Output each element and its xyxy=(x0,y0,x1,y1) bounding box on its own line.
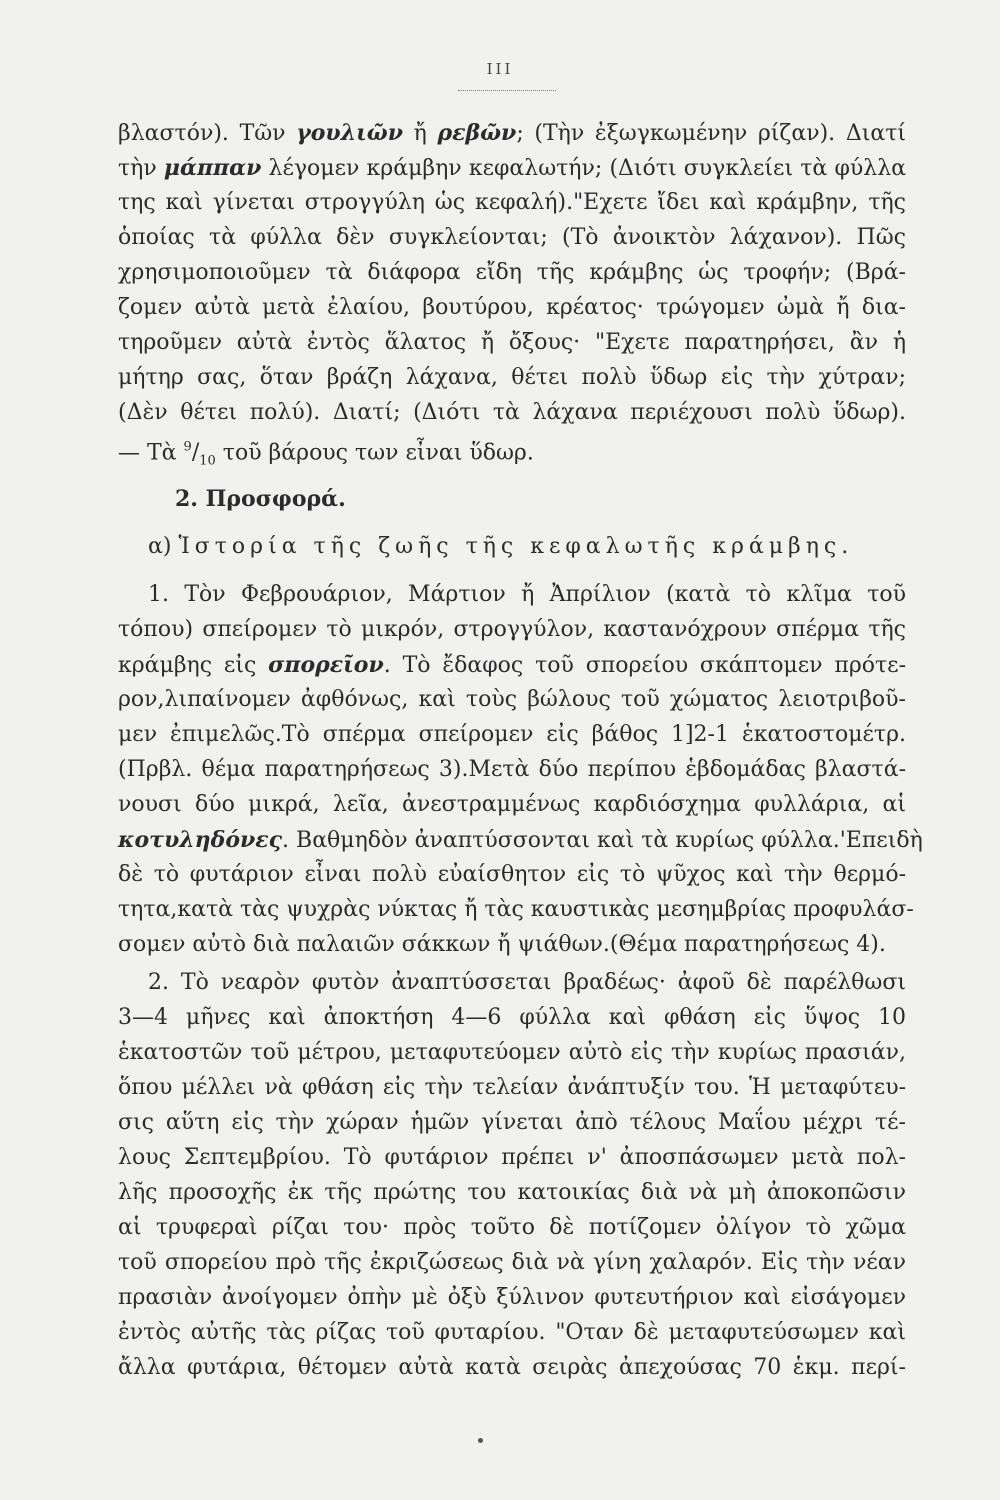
text-line: λους Σεπτεμβρίου. Τὸ φυτάριον πρέπει ν' ἀποσπάσωμεν μετὰ πολ- xyxy=(118,1145,906,1170)
text-line: ὅπου μέλλει νὰ φθάση εἰς τὴν τελείαν ἀνάπτυξίν του. Ἡ μεταφύτευ- xyxy=(118,1075,906,1100)
text-line: τὴν μάππαν λέγομεν κράμβην κεφαλωτήν; (Διότι συγκλείει τὰ φύλλα xyxy=(118,155,907,181)
text-line: της καὶ γίνεται στρογγύλη ὡς κεφαλή)."Εχετε ἴδει καὶ κράμβην, τῆς xyxy=(118,190,906,215)
text-line: λῆς προσοχῆς ἐκ τῆς πρώτης του κατοικίας διὰ νὰ μὴ ἀποκοπῶσιν xyxy=(118,1180,906,1205)
term-sporeion: σπορεῖον xyxy=(268,652,384,678)
page-number-rule xyxy=(458,90,556,91)
text-line: χρησιμοποιοῦμεν τὰ διάφορα εἴδη τῆς κράμβης ὡς τροφήν; (Βρά- xyxy=(118,260,906,285)
text-line: (Πρβλ. θέμα παρατηρήσεως 3).Μετὰ δύο περίπου ἑβδομάδας βλαστά- xyxy=(118,757,906,782)
subsection-heading: α) Ἱστορία τῆς ζωῆς τῆς κεφαλωτῆς κράμβης. xyxy=(148,534,854,559)
text-line: τόπου) σπείρομεν τὸ μικρόν, στρογγύλον, καστανόχρουν σπέρμα τῆς xyxy=(118,617,906,642)
term-goulion: γουλιῶν xyxy=(296,120,403,146)
section-heading: 2. Προσφορά. xyxy=(175,486,346,512)
text-line: τητα,κατὰ τὰς ψυχρὰς νύκτας ἤ τὰς καυστικὰς μεσημβρίας προφυλάσ- xyxy=(118,897,914,922)
term-kotyledones: κοτυληδόνες xyxy=(118,827,283,853)
text-line: αἱ τρυφεραὶ ρίζαι του· πρὸς τοῦτο δὲ ποτίζομεν ὀλίγον τὸ χῶμα xyxy=(118,1215,906,1240)
text-line: σις αὕτη εἰς τὴν χώραν ἡμῶν γίνεται ἀπὸ τέλους Μαΐου μέχρι τέ- xyxy=(118,1110,906,1135)
text-line: κοτυληδόνες. Βαθμηδὸν ἀναπτύσσονται καὶ τὰ κυρίως φύλλα.'Επειδὴ xyxy=(118,827,923,853)
ink-dot xyxy=(478,1438,483,1443)
text-line: μεν ἐπιμελῶς.Τὸ σπέρμα σπείρομεν εἰς βάθος 1]2-1 ἑκατοστομέτρ. xyxy=(118,722,906,747)
text-line: 1. Τὸν Φεβρουάριον, Μάρτιον ἤ Ἀπρίλιον (κατὰ τὸ κλῖμα τοῦ xyxy=(148,582,906,607)
term-mappan: μάππαν xyxy=(163,155,262,181)
term-revon: ρεβῶν xyxy=(437,120,517,146)
text-line: ἄλλα φυτάρια, θέτομεν αὐτὰ κατὰ σειρὰς ἀπεχούσας 70 ἑκμ. περί- xyxy=(118,1355,906,1380)
text-line: 3—4 μῆνες καὶ ἀποκτήση 4—6 φύλλα καὶ φθάση εἰς ὕψος 10 xyxy=(118,1005,906,1030)
text-line: τηροῦμεν αὐτὰ ἐντὸς ἅλατος ἤ ὄξους· "Εχετε παρατηρήσει, ἂν ἡ xyxy=(118,330,906,355)
text-line: δὲ τὸ φυτάριον εἶναι πολὺ εὐαίσθητον εἰς τὸ ψῦχος καὶ τὴν θερμό- xyxy=(118,862,906,887)
text-line: νουσι δύο μικρά, λεῖα, ἀνεστραμμένως καρδιόσχημα φυλλάρια, αἱ xyxy=(118,792,906,817)
text-line: 2. Τὸ νεαρὸν φυτὸν ἀναπτύσσεται βραδέως· ἀφοῦ δὲ παρέλθωσι xyxy=(148,970,906,995)
text-line: — Τὰ $^9/_{10}$ τοῦ βάρους των εἶναι ὕδωρ. xyxy=(118,440,534,469)
text-line: τοῦ σπορείου πρὸ τῆς ἐκριζώσεως διὰ νὰ γίνη χαλαρόν. Εἰς τὴν νέαν xyxy=(118,1250,906,1275)
text-line: μήτηρ σας, ὅταν βράζη λάχανα, θέτει πολὺ ὕδωρ εἰς τὴν χύτραν; xyxy=(118,365,906,390)
fraction: $^9/_{10}$ xyxy=(183,440,216,469)
text-line: σομεν αὐτὸ διὰ παλαιῶν σάκκων ἤ ψιάθων.(Θέμα παρατηρήσεως 4). xyxy=(118,932,886,957)
text-line: πρασιὰν ἀνοίγομεν ὀπὴν μὲ ὀξὺ ξύλινον φυτευτήριον καὶ εἰσάγομεν xyxy=(118,1285,906,1310)
text-line: (Δὲν θέτει πολύ). Διατί; (Διότι τὰ λάχανα περιέχουσι πολὺ ὕδωρ). xyxy=(118,400,906,425)
text-line: ἑκατοστῶν τοῦ μέτρου, μεταφυτεύομεν αὐτὸ εἰς τὴν κυρίως πρασιάν, xyxy=(118,1040,906,1065)
text-line: ἐντὸς αὐτῆς τὰς ρίζας τοῦ φυταρίου. "Οταν δὲ μεταφυτεύσωμεν καὶ xyxy=(118,1320,906,1345)
text-line: βλαστόν). Τῶν γουλιῶν ἤ ρεβῶν; (Τὴν ἐξωγκωμένην ρίζαν). Διατί xyxy=(118,120,906,146)
text-line: κράμβης εἰς σπορεῖον. Τὸ ἔδαφος τοῦ σπορείου σκάπτομεν πρότε- xyxy=(118,652,907,678)
text-line: ρον,λιπαίνομεν ἀφθόνως, καὶ τοὺς βώλους τοῦ χώματος λειοτριβοῦ- xyxy=(118,687,906,712)
page-number: III xyxy=(486,60,514,78)
text-line: ζομεν αὐτὰ μετὰ ἐλαίου, βουτύρου, κρέατος· τρώγομεν ὠμὰ ἤ δια- xyxy=(118,295,906,320)
text-line: ὁποίας τὰ φύλλα δὲν συγκλείονται; (Τὸ ἀνοικτὸν λάχανον). Πῶς xyxy=(118,225,906,250)
